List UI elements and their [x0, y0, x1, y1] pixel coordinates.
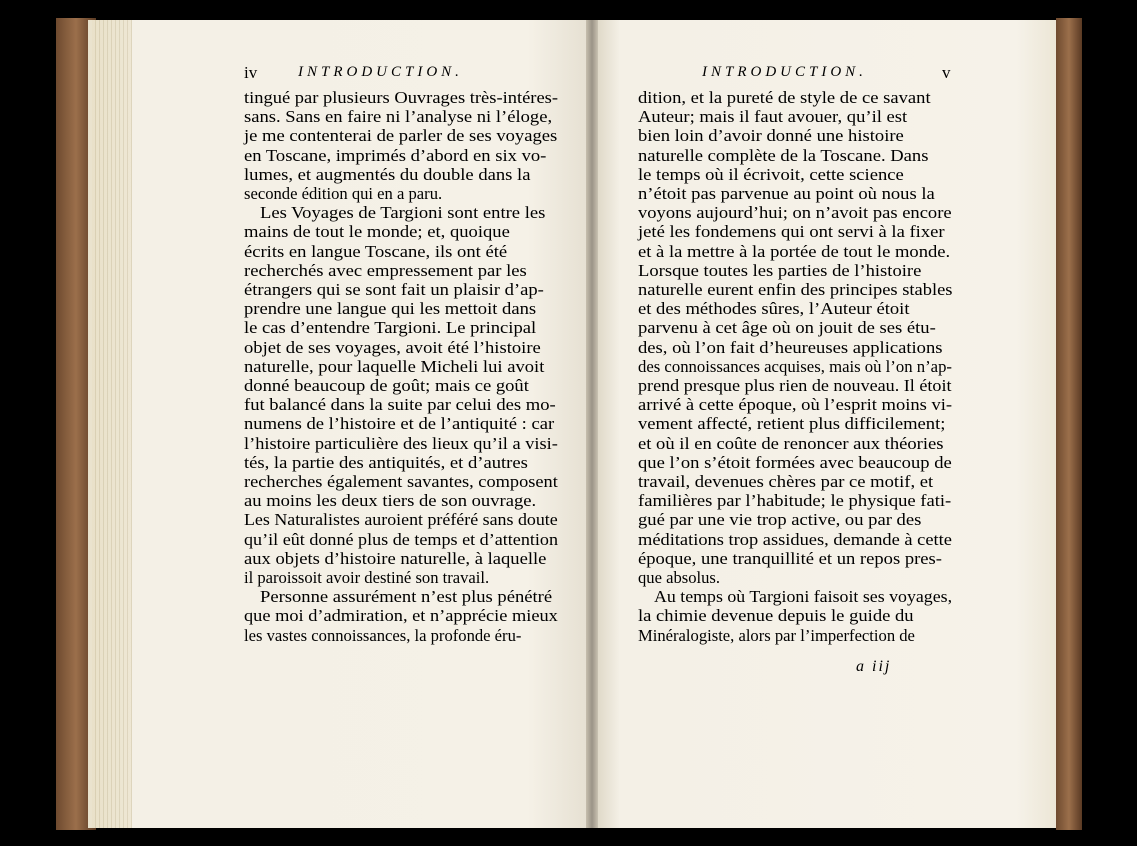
- text-line: Les Naturalistes auroient préféré sans doute: [244, 510, 558, 530]
- text-line: naturelle eurent enfin des principes stables: [638, 280, 953, 299]
- text-line: Minéralogiste, alors par l’imperfection de: [638, 625, 915, 645]
- text-line: seconde édition qui en a paru.: [244, 184, 443, 203]
- text-line: tingué par plusieurs Ouvrages très-intéres-: [244, 88, 559, 107]
- text-line: les vastes connoissances, la profonde éru-: [244, 625, 522, 645]
- signature-mark: a iij: [856, 658, 892, 675]
- text-line: écrits en langue Toscane, ils ont été: [244, 241, 508, 261]
- text-line: que l’on s’étoit formées avec beaucoup de: [638, 452, 952, 472]
- text-line: et à la mettre à la portée de tout le monde.: [638, 241, 951, 261]
- text-line: voyons aujourd’hui; on n’avoit pas encore: [638, 203, 952, 223]
- text-line: naturelle, pour laquelle Micheli lui avoit: [244, 356, 545, 376]
- text-line: numens de l’histoire et de l’antiquité : car: [244, 414, 555, 434]
- left-running-title: INTRODUCTION.: [298, 64, 463, 80]
- left-page-number: iv: [244, 63, 258, 82]
- text-line: que absolus.: [638, 568, 721, 587]
- text-line: lumes, et augmentés du double dans la: [244, 164, 531, 184]
- text-line: naturelle complète de la Toscane. Dans: [638, 145, 929, 165]
- text-line: objet de ses voyages, avoit été l’histoire: [244, 337, 541, 357]
- text-line: familières par l’habitude; le physique fati-: [638, 491, 952, 511]
- text-line: vement affecté, retient plus difficilement;: [638, 414, 946, 434]
- text-line: qu’il eût donné plus de temps et d’attention: [244, 529, 559, 549]
- text-line: mains de tout le monde; et, quoique: [244, 222, 510, 242]
- text-line: des connoissances acquises, mais où l’on n’ap-: [638, 356, 952, 376]
- text-line: travail, devenues chères par ce motif, et: [638, 472, 934, 491]
- text-line: Au temps où Targioni faisoit ses voyages,: [654, 587, 953, 607]
- text-line: que moi d’admiration, et n’apprécie mieux: [244, 606, 558, 626]
- text-line: méditations trop assidues, demande à cette: [638, 529, 952, 549]
- text-line: recherchés avec empressement par les: [244, 260, 527, 280]
- text-line: Auteur; mais il faut avouer, qu’il est: [638, 107, 908, 127]
- text-line: aux objets d’histoire naturelle, à laquelle: [244, 548, 547, 568]
- text-line: époque, une tranquillité et un repos pres-: [638, 548, 942, 568]
- text-line: bien loin d’avoir donné une histoire: [638, 126, 904, 146]
- text-line: dition, et la pureté de style de ce savant: [638, 88, 931, 107]
- text-line: l’histoire particulière des lieux qu’il a visi-: [244, 433, 558, 453]
- text-line: au moins les deux tiers de son ouvrage.: [244, 491, 537, 511]
- text-line: prend presque plus rien de nouveau. Il étoit: [638, 376, 952, 395]
- text-line: arrivé à cette époque, où l’esprit moins vi-: [638, 395, 953, 415]
- text-line: et des méthodes sûres, l’Auteur étoit: [638, 299, 910, 319]
- text-line: prendre une langue qui les mettoit dans: [244, 299, 537, 319]
- text-line: sans. Sans en faire ni l’analyse ni l’éloge,: [244, 107, 553, 127]
- text-line: et où il en coûte de renoncer aux théories: [638, 433, 944, 453]
- text-line: n’étoit pas parvenue au point où nous la: [638, 184, 935, 203]
- text-line: recherches également savantes, composent: [244, 472, 558, 491]
- text-line: en Toscane, imprimés d’abord en six vo-: [244, 145, 547, 165]
- text-line: gué par une vie trop active, ou par des: [638, 510, 922, 530]
- text-line: fut balancé dans la suite par celui des mo-: [244, 395, 556, 415]
- book-cover-right: [1056, 18, 1082, 830]
- text-line: le cas d’entendre Targioni. Le principal: [244, 318, 537, 338]
- text-line: il paroissoit avoir destiné son travail.: [244, 568, 490, 587]
- text-line: étrangers qui se sont fait un plaisir d’ap-: [244, 280, 544, 299]
- page-edges: [92, 20, 132, 828]
- text-line: parvenu à cet âge où on jouit de ses étu-: [638, 318, 936, 338]
- text-line: la chimie devenue depuis le guide du: [638, 606, 914, 626]
- text-line: jeté les fondemens qui ont servi à la fixer: [638, 222, 945, 242]
- text-line: Personne assurément n’est plus pénétré: [260, 587, 553, 607]
- text-line: Lorsque toutes les parties de l’histoire: [638, 260, 922, 280]
- text-line: Les Voyages de Targioni sont entre les: [260, 203, 546, 223]
- text-line: je me contenterai de parler de ses voyages: [244, 126, 558, 146]
- text-line: tés, la partie des antiquités, et d’autres: [244, 452, 528, 472]
- right-running-title: INTRODUCTION.: [702, 64, 867, 80]
- right-page-number: v: [942, 63, 951, 82]
- text-line: donné beaucoup de goût; mais ce goût: [244, 376, 529, 395]
- book-gutter: [586, 20, 598, 828]
- text-line: des, où l’on fait d’heureuses applications: [638, 337, 943, 357]
- text-line: le temps où il écrivoit, cette science: [638, 164, 904, 184]
